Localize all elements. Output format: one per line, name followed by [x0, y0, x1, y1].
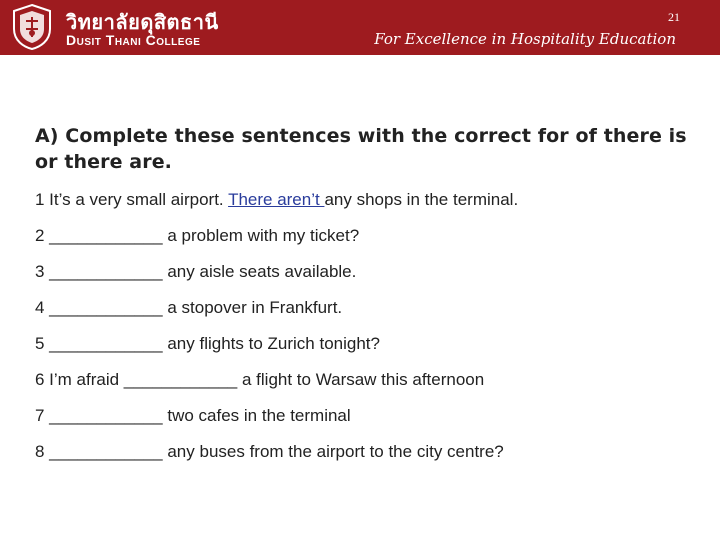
exercise-content [35, 123, 715, 477]
exercise-item: 3 ____________ any aisle seats available. [35, 262, 357, 281]
exercise-title: A) Complete these sentences with the correct for of there is or there are. [35, 125, 687, 173]
college-name-english: Dusit Thani College [66, 32, 201, 48]
exercise-item-text: 1 It’s a very small airport. [35, 190, 229, 209]
page-number: 21 [668, 10, 680, 24]
exercise-item [35, 189, 715, 225]
exercise-item: 6 I’m afraid ____________ a flight to Warsaw this afternoon [35, 370, 485, 389]
exercise-item: 8 ____________ any buses from the airport to the city centre? [35, 442, 504, 461]
exercise-item: 2 ____________ a problem with my ticket? [35, 226, 360, 245]
exercise-item: 4 ____________ a stopover in Frankfurt. [35, 298, 343, 317]
exercise-item-text: any shops in the terminal. [324, 190, 519, 209]
exercise-item: 5 ____________ any flights to Zurich tonight? [35, 334, 380, 353]
college-seal-logo [10, 3, 54, 51]
example-answer: There aren’t [228, 190, 325, 209]
college-name-thai: วิทยาลัยดุสิตธานี [66, 10, 219, 34]
header-bar [0, 0, 720, 55]
college-tagline: For Excellence in Hospitality Education [374, 30, 676, 48]
exercise-list [35, 189, 715, 477]
exercise-item: 7 ____________ two cafes in the terminal [35, 406, 351, 425]
